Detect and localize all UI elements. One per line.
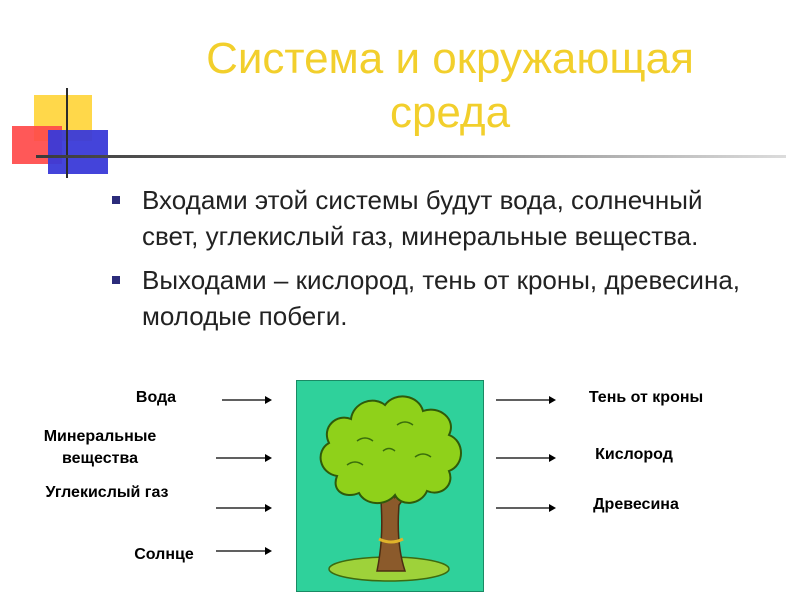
input-label-minerals: Минеральные вещества bbox=[43, 428, 157, 467]
tree-icon bbox=[297, 381, 483, 591]
output-arrow bbox=[496, 452, 556, 464]
input-arrow bbox=[216, 545, 272, 557]
input-arrow bbox=[216, 452, 272, 464]
title-divider bbox=[36, 155, 786, 158]
input-arrow bbox=[222, 394, 272, 406]
slide-title: Система и окружающая среда bbox=[206, 34, 694, 137]
input-arrow bbox=[216, 502, 272, 514]
output-label-oxygen: Кислород bbox=[595, 446, 673, 463]
output-arrow bbox=[496, 394, 556, 406]
tree-image bbox=[296, 380, 484, 592]
decor-blue-square bbox=[48, 130, 108, 174]
decor-vertical-line bbox=[66, 88, 68, 178]
bullet-square-icon bbox=[112, 276, 120, 284]
input-label-co2: Углекислый газ bbox=[45, 484, 169, 501]
bullet-text: Входами этой системы будут вода, солнечный свет, углекислый газ, минеральные вещества. bbox=[142, 185, 703, 251]
bullet-text: Выходами – кислород, тень от кроны, древесина, молодые побеги. bbox=[142, 265, 740, 331]
bullet-square-icon bbox=[112, 196, 120, 204]
output-label-wood: Древесина bbox=[593, 496, 679, 513]
bullet-inputs bbox=[108, 182, 748, 254]
bullet-outputs bbox=[108, 262, 748, 334]
input-label-sun: Солнце bbox=[134, 546, 194, 563]
output-label-shade: Тень от кроны bbox=[588, 389, 704, 406]
input-label-water: Вода bbox=[135, 389, 177, 406]
bullet-list bbox=[108, 182, 748, 342]
output-arrow bbox=[496, 502, 556, 514]
